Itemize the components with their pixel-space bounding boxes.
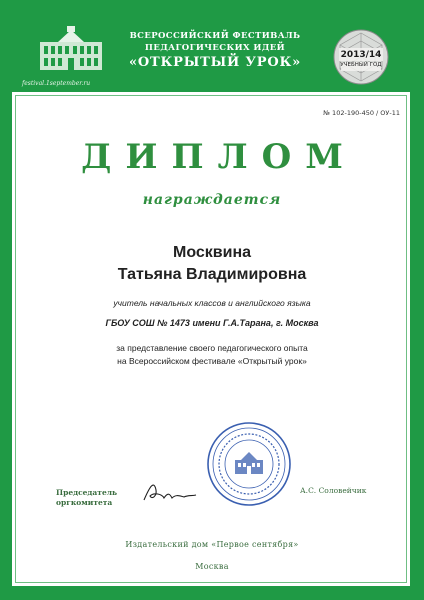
official-stamp-icon [205, 420, 293, 508]
recipient-surname: Москвина [172, 244, 252, 261]
festival-line-1: ВСЕРОССИЙСКИЙ ФЕСТИВАЛЬ [129, 31, 301, 41]
chair-title-line-1: Председатель [56, 488, 118, 497]
reason-line-2: на Всероссийском фестивале «Открытый урок» [117, 356, 307, 366]
chair-title-line-2: оргкомитета [56, 498, 113, 507]
city: Москва [195, 562, 229, 571]
registration-number: № 102-190-450 / ОУ-11 [323, 109, 400, 117]
publisher: Издательский дом «Первое сентября» [125, 540, 299, 549]
site-url: festival.1september.ru [22, 80, 91, 87]
badge-subtitle: УЧЕБНЫЙ ГОД [340, 62, 382, 68]
festival-name [110, 30, 320, 72]
recipient-name: Татьяна Владимировна [117, 266, 307, 283]
recipient-school: ГБОУ СОШ № 1473 имени Г.А.Тарана, г. Москва [105, 318, 319, 328]
festival-line-3: «ОТКРЫТЫЙ УРОК» [128, 55, 302, 70]
signer-name: А.С. Соловейчик [300, 486, 367, 495]
building-logo-icon [38, 26, 104, 72]
badge-year: 2013/14 [340, 50, 382, 60]
diploma-title: ДИПЛОМ [81, 137, 357, 177]
recipient-position: учитель начальных классов и английского языка [113, 298, 311, 308]
festival-line-2: ПЕДАГОГИЧЕСКИХ ИДЕЙ [144, 43, 286, 53]
handwritten-signature [140, 476, 200, 506]
awarded-label: награждается [142, 192, 282, 208]
reason-line-1: за представление своего педагогического опыта [116, 343, 308, 353]
